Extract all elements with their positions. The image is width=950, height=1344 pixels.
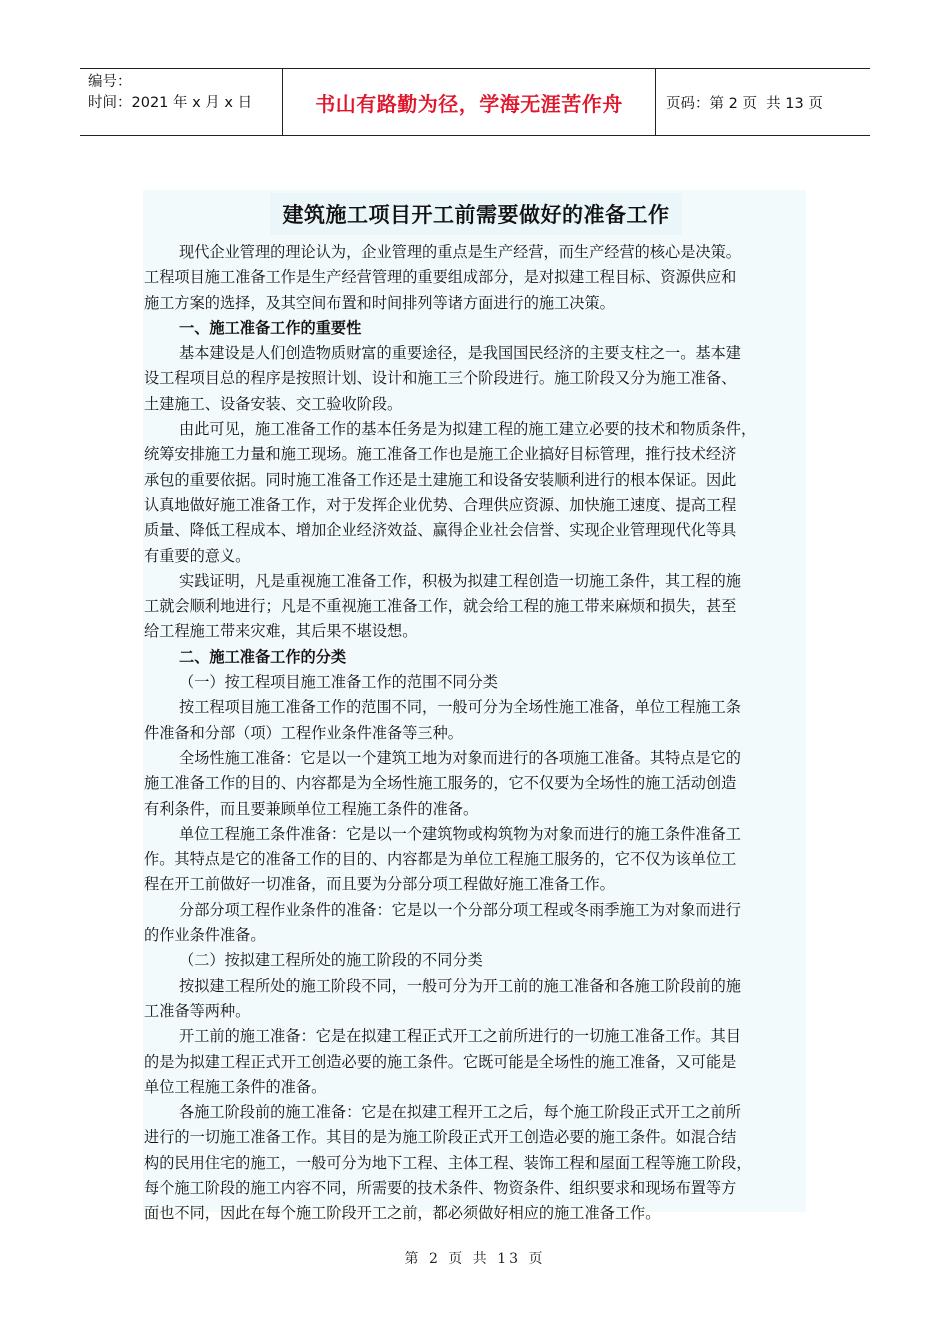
body-line: 工准备等两种。 bbox=[144, 1001, 251, 1020]
body-line: 质量、降低工程成本、增加企业经济效益、赢得企业社会信誉、实现企业管理现代化等具 bbox=[144, 521, 737, 540]
header-meta bbox=[80, 69, 282, 135]
body-line: 工就会顺利地进行；凡是不重视施工准备工作，就会给工程的施工带来麻烦和损失，甚至 bbox=[144, 597, 737, 616]
header-page-info: 页码：第 2 页 共 13 页 bbox=[666, 95, 823, 112]
body-line: 统筹安排施工力量和施工现场。施工准备工作也是施工企业搞好目标管理，推行技术经济 bbox=[144, 445, 737, 464]
body-line: 现代企业管理的理论认为，企业管理的重点是生产经营，而生产经营的核心是决策。 bbox=[179, 243, 741, 261]
document-title-box bbox=[270, 193, 682, 235]
body-line: 按拟建工程所处的施工阶段不同，一般可分为开工前的施工准备和各施工阶段前的施 bbox=[179, 976, 741, 995]
body-line: 给工程施工带来灾难，其后果不堪设想。 bbox=[144, 622, 418, 641]
body-line: 土建施工、设备安装、交工验收阶段。 bbox=[144, 394, 403, 413]
body-line: 各施工阶段前的施工准备：它是在拟建工程开工之后，每个施工阶段正式开工之前所 bbox=[179, 1103, 741, 1122]
body-line: 工程项目施工准备工作是生产经营管理的重要组成部分，是对拟建工程目标、资源供应和 bbox=[144, 268, 737, 287]
body-line: 开工前的施工准备：它是在拟建工程正式开工之前所进行的一切施工准备工作。其目 bbox=[179, 1027, 741, 1046]
body-line: 件准备和分部（项）工程作业条件准备等三种。 bbox=[144, 723, 463, 742]
header-motto-cell bbox=[282, 69, 656, 135]
body-line: 施工准备工作的目的、内容都是为全场性施工服务的，它不仅要为全场性的施工活动创造 bbox=[144, 774, 737, 793]
body-line: 认真地做好施工准备工作，对于发挥企业优势、合理供应资源、加快施工速度、提高工程 bbox=[144, 495, 737, 514]
body-line: 单位工程施工条件的准备。 bbox=[144, 1077, 327, 1096]
body-line: （一）按工程项目施工准备工作的范围不同分类 bbox=[179, 673, 498, 692]
body-line: 的作业条件准备。 bbox=[144, 926, 266, 945]
body-line: 实践证明，凡是重视施工准备工作，积极为拟建工程创造一切施工条件，其工程的施 bbox=[179, 571, 741, 590]
body-line: （二）按拟建工程所处的施工阶段的不同分类 bbox=[179, 951, 483, 970]
body-line: 单位工程施工条件准备：它是以一个建筑物或构筑物为对象而进行的施工条件准备工 bbox=[179, 824, 741, 843]
body-line: 施工方案的选择，及其空间布置和时间排列等诸方面进行的施工决策。 bbox=[144, 293, 615, 312]
body-line: 由此可见，施工准备工作的基本任务是为拟建工程的施工建立必要的技术和物质条件， bbox=[179, 420, 757, 439]
document-body bbox=[144, 240, 802, 1227]
header-motto: 书山有路勤为径，学海无涯苦作舟 bbox=[315, 91, 623, 116]
body-line: 基本建设是人们创造物质财富的重要途径，是我国国民经济的主要支柱之一。基本建 bbox=[179, 344, 741, 363]
body-line: 构的民用住宅的施工，一般可分为地下工程、主体工程、装饰工程和屋面工程等施工阶段， bbox=[144, 1153, 752, 1172]
body-line: 全场性施工准备：它是以一个建筑工地为对象而进行的各项施工准备。其特点是它的 bbox=[179, 748, 741, 767]
page-footer: 第 2 页 共 13 页 bbox=[404, 1251, 546, 1267]
page-header bbox=[80, 68, 870, 136]
document-time-label: 时间：2021 年 x 月 x 日 bbox=[88, 95, 253, 111]
body-line: 有重要的意义。 bbox=[144, 546, 251, 565]
body-line: 的是为拟建工程正式开工创造必要的施工条件。它既可能是全场性的施工准备，又可能是 bbox=[144, 1052, 737, 1071]
body-line: 每个施工阶段的施工内容不同，所需要的技术条件、物资条件、组织要求和现场布置等方 bbox=[144, 1178, 737, 1197]
body-line: 分部分项工程作业条件的准备：它是以一个分部分项工程或冬雨季施工为对象而进行 bbox=[179, 900, 741, 919]
body-line: 进行的一切施工准备工作。其目的是为施工阶段正式开工创造必要的施工条件。如混合结 bbox=[144, 1128, 737, 1147]
body-line: 有利条件，而且要兼顾单位工程施工条件的准备。 bbox=[144, 799, 479, 818]
document-title: 建筑施工项目开工前需要做好的准备工作 bbox=[282, 203, 670, 227]
section-heading: 一、施工准备工作的重要性 bbox=[179, 318, 362, 337]
body-line: 作。其特点是它的准备工作的目的、内容都是为单位工程施工服务的，它不仅为该单位工 bbox=[144, 850, 737, 869]
document-number-label: 编号： bbox=[88, 74, 132, 90]
body-line: 按工程项目施工准备工作的范围不同，一般可分为全场性施工准备，单位工程施工条 bbox=[179, 698, 741, 717]
section-heading: 二、施工准备工作的分类 bbox=[179, 647, 347, 666]
body-line: 设工程项目总的程序是按照计划、设计和施工三个阶段进行。施工阶段又分为施工准备、 bbox=[144, 369, 737, 388]
body-line: 承包的重要依据。同时施工准备工作还是土建施工和设备安装顺利进行的根本保证。因此 bbox=[144, 470, 737, 489]
body-line: 面也不同，因此在每个施工阶段开工之前，都必须做好相应的施工准备工作。 bbox=[144, 1204, 661, 1223]
body-line: 程在开工前做好一切准备，而且要为分部分项工程做好施工准备工作。 bbox=[144, 875, 615, 894]
